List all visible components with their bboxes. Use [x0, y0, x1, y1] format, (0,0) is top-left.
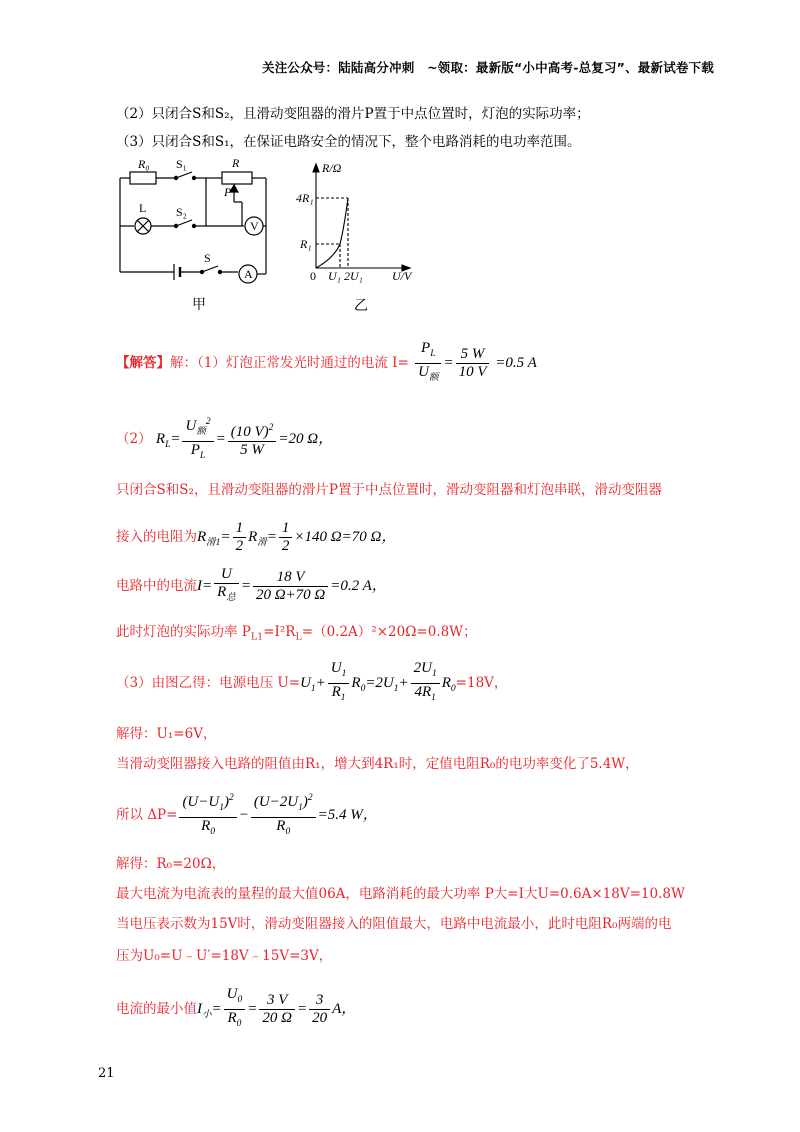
caption-yi: 乙 [354, 299, 368, 314]
page-header: 关注公众号：陆陆高分冲刺 ~领取：最新版“小中高考-总复习”、最新试卷下载 [262, 60, 714, 75]
label-r0: R₀ [138, 157, 150, 171]
x-tick-2u1: 2U₁ [344, 269, 363, 283]
solution-line-3: 只闭合S和S₂，且滑动变阻器的滑片P置于中点位置时，滑动变阻器和灯泡串联，滑动变阻器 [116, 482, 662, 498]
result: A， [332, 1000, 357, 1017]
solution-line-1: 【解答】解：（1）灯泡正常发光时通过的电流 I= $\frac{P_L}{U_额}$ = $\frac{5 W}{10 V}$ =0.5 A [116, 340, 537, 383]
result: =0.2 A， [330, 577, 387, 594]
solution-line-12: 最大电流为电流表的量程的最大值06A，电路消耗的最大功率 P大=I大U=0.6A×18V=10.8W [116, 886, 685, 902]
solution-line-7: （3）由图乙得：电源电压 $U=U_1+$ $\frac{U_1}{R_1}$ $R_0=2U_1+$ $\frac{2U_1}{4R_1}$ $R_0=18V$， [116, 660, 508, 703]
solution-line-2: （2） $R_L=$ $\frac{U_额^2}{P_L}$ = $\frac{(10 V)^2}{5 W}$ =20 Ω， [116, 414, 333, 465]
text: =I²R [263, 624, 296, 640]
solution-line-5: 电路中的电流I= $\frac{U}{R_总}$ = $\frac{18 V}{20 \Omega+70 \Omega}$ =0.2 A， [116, 566, 387, 603]
label-l: L [139, 201, 147, 215]
result: =0.5 A [495, 354, 537, 371]
text: 此时灯泡的实际功率 P [116, 624, 251, 640]
label-a: A [244, 267, 253, 281]
result: =5.4 W， [317, 806, 378, 823]
resistor-r0 [130, 172, 156, 184]
solution-line-10: 所以 ΔP= $\frac{(U-U_1)^2}{R_0}$ − $\frac{(U-2U_1)^2}{R_0}$ =5.4 W， [116, 790, 378, 841]
solution-line-11: 解得：R₀=20Ω， [116, 856, 226, 872]
text: 接入的电阻为 [116, 528, 197, 545]
y-tick-r1: R₁ [300, 237, 312, 251]
page-number: 21 [98, 1066, 115, 1081]
y-axis-label: R/Ω [322, 161, 342, 175]
text: 所以 ΔP= [116, 806, 178, 823]
solution-line-9: 当滑动变阻器接入电路的阻值由R₁，增大到4R₁时，定值电阻R₀的电功率变化了5.4W， [116, 756, 639, 772]
label-p: P [224, 185, 232, 199]
solution-tag: 【解答】 [116, 354, 170, 371]
r-u-graph [296, 158, 426, 318]
solution-line-13: 当电压表示数为15V时，滑动变阻器接入的阻值最大，电路中电流最小，此时电阻R₀两端的电 [116, 916, 672, 932]
circuit-diagram [112, 152, 297, 322]
origin-label: 0 [310, 269, 316, 283]
label-s1: S₁ [176, 157, 187, 171]
y-tick-4r1: 4R₁ [296, 191, 314, 205]
text: （2） [116, 430, 152, 447]
caption-jia: 甲 [192, 298, 206, 313]
solution-line-6: 此时灯泡的实际功率 $P_{L1}=I^2R_L=(0.2A)^2\times 20\Omega=0.8W$； [116, 624, 477, 643]
result: ×140 Ω=70 Ω， [294, 528, 397, 545]
text: （3）由图乙得：电源电压 U= [116, 674, 301, 691]
label-r: R [232, 156, 240, 170]
solution-line-8: 解得：U₁=6V， [116, 726, 217, 742]
label-v: V [250, 219, 259, 233]
question-2: （2）只闭合S和S₂，且滑动变阻器的滑片P置于中点位置时，灯泡的实际功率； [116, 106, 590, 122]
label-s2: S₂ [176, 205, 187, 219]
text: =（0.2A）²×20Ω=0.8W； [301, 624, 477, 640]
x-tick-u1: U₁ [328, 269, 341, 283]
text: 电路中的电流 [116, 577, 197, 594]
text: 电流的最小值 [116, 1000, 197, 1017]
solution-line-14: 压为U₀=U﹣U′=18V﹣15V=3V， [116, 948, 333, 964]
text: 解：（1）灯泡正常发光时通过的电流 I= [170, 354, 409, 371]
r-u-curve [316, 198, 348, 268]
result: =18V， [455, 674, 508, 691]
solution-line-4: 接入的电阻为$R_{滑1}=$ $\frac{1}{2}$ $R_滑=$ $\frac{1}{2}$ ×140 Ω=70 Ω， [116, 520, 397, 554]
rheostat [222, 172, 252, 184]
question-3: （3）只闭合S和S₁，在保证电路安全的情况下，整个电路消耗的电功率范围。 [116, 134, 581, 150]
result: =20 Ω， [278, 430, 334, 447]
label-s: S [204, 251, 211, 265]
solution-line-15: 电流的最小值$I_小=$ $\frac{U_0}{R_0}$ = $\frac{3 V}{20 \Omega}$ = $\frac{3}{20}$ A， [116, 986, 357, 1029]
x-axis-label: U/V [392, 269, 412, 283]
